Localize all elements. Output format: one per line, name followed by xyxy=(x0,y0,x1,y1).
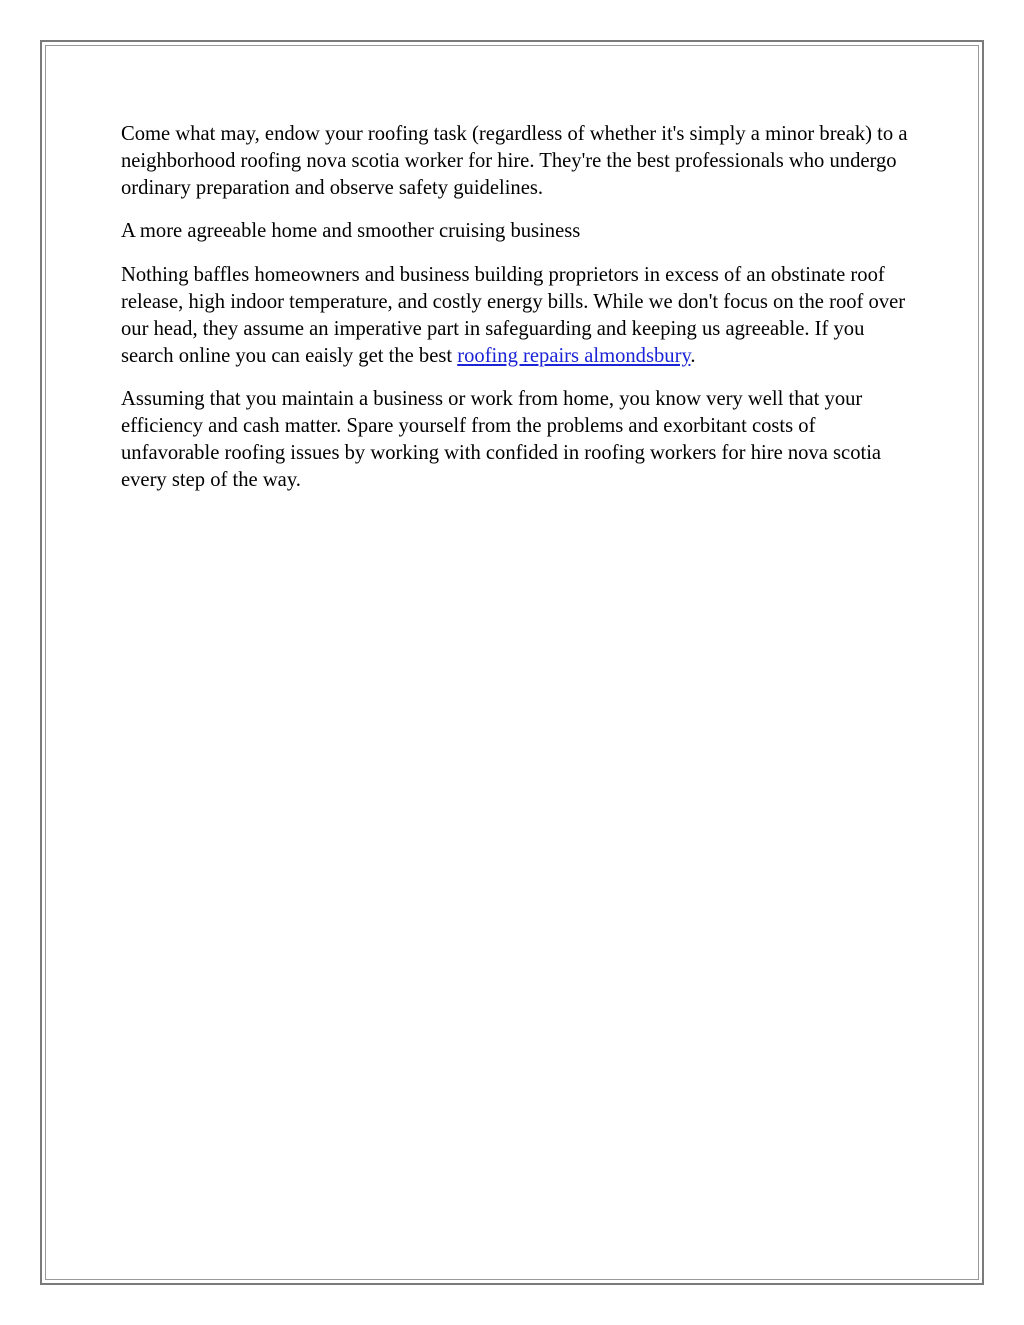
paragraph-roof-issues-text: Nothing baffles homeowners and business building proprietors in excess of an obstinate roof release, high indoor temperature, and costly energy bills. While we don't focus on the roof over our head, they assume an imperative part in safeguarding and keeping us agreeable. If you search online you can eaisly get the best xyxy=(121,264,906,367)
paragraph-subheading: A more agreeable home and smoother cruising business xyxy=(121,220,581,243)
paragraph-roof-issues-end: . xyxy=(690,344,696,367)
paragraph-intro: Come what may, endow your roofing task (regardless of whether it's simply a minor break) to a neighborhood roofing nova scotia worker for hire. They're the best professionals who undergo ordinary preparation and observe safety guidelines. xyxy=(121,123,908,199)
roofing-repairs-link[interactable]: roofing repairs almondsbury xyxy=(457,344,691,367)
document-body xyxy=(121,121,911,511)
paragraph-business: Assuming that you maintain a business or work from home, you know very well that your efficiency and cash matter. Spare yourself from the problems and exorbitant costs of unfavorable roofing issues by working with confided in roofing workers for hire nova scotia every step of the way. xyxy=(121,388,882,491)
paragraph-roof-issues xyxy=(121,262,911,369)
